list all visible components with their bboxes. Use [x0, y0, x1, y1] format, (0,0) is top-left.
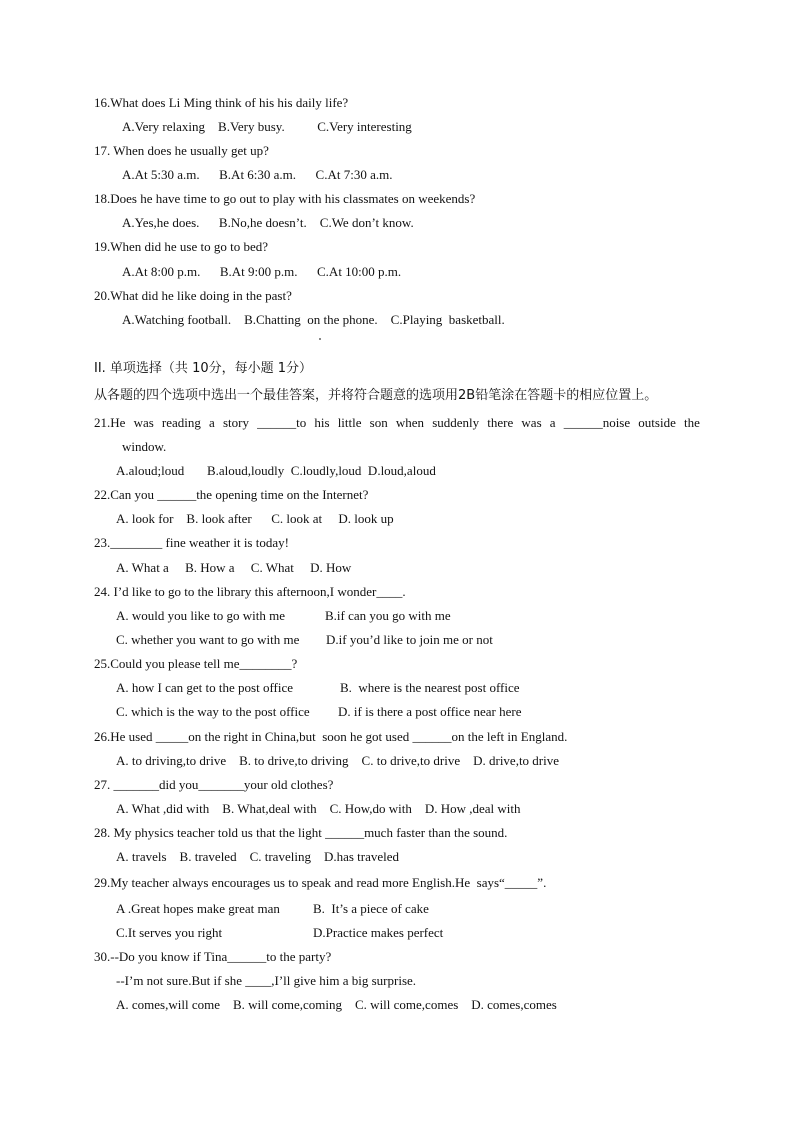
question-26: 26.He used _____on the right in China,but soon he got used ______on the left in England.: [94, 729, 568, 744]
q21-word: when: [395, 415, 425, 430]
question-25-option-a: A. how I can get to the post office: [116, 680, 294, 695]
q21-word: a: [209, 415, 215, 430]
question-24-option-c: C. whether you want to go with me: [116, 632, 300, 647]
q21-word: a: [549, 415, 556, 430]
question-19: 19.When did he use to go to bed?: [94, 239, 269, 254]
question-28: 28. My physics teacher told us that the light ______much faster than the sound.: [94, 825, 508, 840]
question-21-continued: window.: [122, 439, 167, 454]
question-24-option-d: D.if you’d like to join me or not: [326, 632, 493, 647]
question-29: 29.My teacher always encourages us to speak and read more English.He says“_____”.: [94, 875, 547, 890]
question-25-option-c: C. which is the way to the post office: [116, 704, 310, 719]
question-25-option-d: D. if is there a post office near here: [338, 704, 522, 719]
q21-word: 21.He: [94, 415, 126, 430]
question-28-options: A. travels B. traveled C. traveling D.has traveled: [116, 849, 400, 864]
question-18-options: A.Yes,he does. B.No,he doesn’t. C.We don’t know.: [122, 215, 414, 230]
q21-word: suddenly: [432, 415, 480, 430]
question-21-options: A.aloud;loud B.aloud,loudly C.loudly,loud D.loud,aloud: [116, 463, 436, 478]
question-16-options: A.Very relaxing B.Very busy. C.Very interesting: [122, 119, 412, 134]
question-24: 24. I’d like to go to the library this afternoon,I wonder____.: [94, 584, 406, 599]
q21-word: was: [521, 415, 542, 430]
question-19-options: A.At 8:00 p.m. B.At 9:00 p.m. C.At 10:00 p.m.: [122, 264, 402, 279]
question-24-option-b: B.if can you go with me: [325, 608, 451, 623]
question-30: 30.--Do you know if Tina______to the party?: [94, 949, 332, 964]
question-20: 20.What did he like doing in the past?: [94, 288, 292, 303]
question-30-reply: --I’m not sure.But if she ____,I’ll give him a big surprise.: [116, 973, 417, 988]
question-18: 18.Does he have time to go out to play with his classmates on weekends?: [94, 191, 476, 206]
question-21: [94, 415, 700, 431]
question-16: 16.What does Li Ming think of his his daily life?: [94, 95, 349, 110]
q21-word: was: [133, 415, 154, 430]
question-27: 27. _______did you_______your old clothes?: [94, 777, 334, 792]
question-17: 17. When does he usually get up?: [94, 143, 269, 158]
question-27-options: A. What ,did with B. What,deal with C. How,do with D. How ,deal with: [116, 801, 521, 816]
q21-word: reading: [161, 415, 201, 430]
section-heading: II. 单项选择（共 10分，每小题 1分）: [94, 361, 313, 376]
question-23: 23.________ fine weather it is today!: [94, 535, 289, 550]
question-29-option-a: A .Great hopes make great man: [116, 901, 280, 916]
question-22-options: A. look for B. look after C. look at D. look up: [116, 511, 394, 526]
question-29-option-b: B. It’s a piece of cake: [313, 901, 429, 916]
q21-word: little: [337, 415, 362, 430]
question-17-options: A.At 5:30 a.m. B.At 6:30 a.m. C.At 7:30 a.m.: [122, 167, 393, 182]
q21-word: son: [369, 415, 388, 430]
stray-dot: [319, 338, 321, 340]
q21-word: story: [222, 415, 249, 430]
question-20-options: A.Watching football. B.Chatting on the phone. C.Playing basketball.: [122, 312, 505, 327]
q21-word: ______to: [257, 415, 307, 430]
q21-word: there: [487, 415, 514, 430]
section-instruction: 从各题的四个选项中选出一个最佳答案，并将符合题意的选项用2B铅笔涂在答题卡的相应位置上。: [94, 388, 658, 403]
question-25-option-b: B. where is the nearest post office: [340, 680, 520, 695]
question-26-options: A. to driving,to drive B. to drive,to driving C. to drive,to drive D. drive,to drive: [116, 753, 560, 768]
q21-word: his: [314, 415, 330, 430]
question-22: 22.Can you ______the opening time on the Internet?: [94, 487, 369, 502]
q21-word: ______noise: [563, 415, 631, 430]
question-30-options: A. comes,will come B. will come,coming C. will come,comes D. comes,comes: [116, 997, 557, 1012]
question-24-option-a: A. would you like to go with me: [116, 608, 285, 623]
q21-word: outside: [638, 415, 676, 430]
question-25: 25.Could you please tell me________?: [94, 656, 298, 671]
q21-word: the: [683, 415, 700, 430]
question-29-option-c: C.It serves you right: [116, 925, 223, 940]
question-29-option-d: D.Practice makes perfect: [313, 925, 444, 940]
question-23-options: A. What a B. How a C. What D. How: [116, 560, 352, 575]
